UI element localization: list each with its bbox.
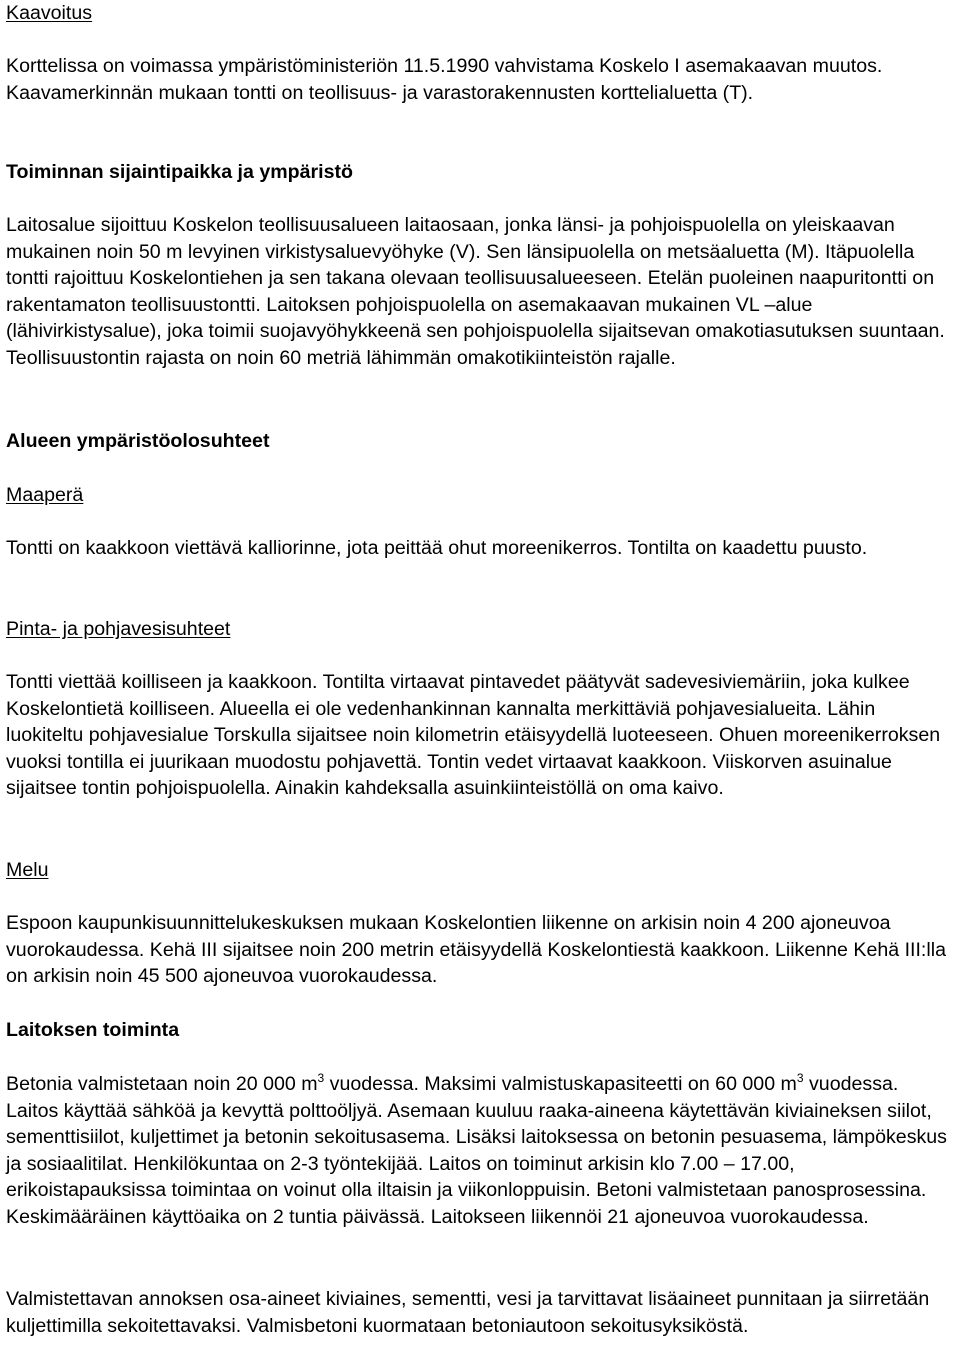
paragraph-sijainti: Laitosalue sijoittuu Koskelon teollisuusalueen laitaosaan, jonka länsi- ja pohjoispuolella on yleiskaavan mukainen noin 50 m levyinen virkistysaluevyöhyke (V). Sen länsipuolella on metsäaluetta (M). Itäpuolella tontti rajoittuu Koskelontiehen ja sen takana olevaan teollisuusalueeseen. Etelän puoleinen naapuritontti on rakentamaton teollisuustontti. Laitoksen pohjoispuolella on asemakaavan mukainen VL –alue (lähivirkistysalue), joka toimii suojavyöhykkeenä sen pohjoispuolella sijaitsevan omakotiasutuksen suuntaan. Teollisuustontin rajasta on noin 60 metriä lähimmän omakotikiinteistön rajalle. [6,214,945,369]
paragraph-melu: Espoon kaupunkisuunnittelukeskuksen mukaan Koskelontien liikenne on arkisin noin 4 200 ajoneuvoa vuorokaudessa. Kehä III sijaitsee noin 200 metrin etäisyydellä Koskelontiestä kaakkoon. Liikenne Kehä III:lla on arkisin noin 45 500 ajoneuvoa vuorokaudessa. [6,912,946,987]
heading-kaavoitus: Kaavoitus [6,2,93,24]
toiminta-text-b: vuodessa. Maksimi valmistuskapasiteetti on 60 000 m [324,1073,797,1095]
paragraph-toiminta [6,1071,956,1230]
toiminta-text-a: Betonia valmistetaan noin 20 000 m [6,1073,318,1095]
paragraph-maapera: Tontti on kaakkoon viettävä kalliorinne, jota peittää ohut moreenikerros. Tontilta on kaadettu puusto. [6,537,868,559]
heading-toiminta: Laitoksen toiminta [6,1019,180,1041]
heading-melu: Melu [6,859,49,881]
paragraph-toiminta-2: Valmistettavan annoksen osa-aineet kiviaines, sementti, vesi ja tarvittavat lisäaineet punnitaan ja siirretään kuljettimilla sekoitettavaksi. Valmisbetoni kuormataan betoniautoon sekoitusyksiköstä. [6,1288,930,1337]
heading-sijainti: Toiminnan sijaintipaikka ja ympäristö [6,161,353,183]
superscript-a: 3 [317,1071,325,1085]
heading-pohjavesi: Pinta- ja pohjavesisuhteet [6,618,231,640]
toiminta-text-c: vuodessa. Laitos käyttää sähköä ja kevyttä polttoöljyä. Asemaan kuuluu raaka-aineena käytettävän kiviaineksen siilot, sementtisiilot, kuljettimet ja betonin sekoitusasema. Lisäksi laitoksessa on betonin pesuasema, lämpökeskus ja sosiaalitilat. Henkilökuntaa on 2-3 työntekijää. Laitos on toiminut arkisin klo 7.00 – 17.00, erikoistapauksissa toimintaa on voinut olla iltaisin ja viikonloppuisin. Betoni valmistetaan panosprosessina. Keskimääräinen käyttöaika on 2 tuntia päivässä. Laitokseen liikennöi 21 ajoneuvoa vuorokaudessa. [6,1073,947,1228]
heading-olosuhteet: Alueen ympäristöolosuhteet [6,430,270,452]
paragraph-pohjavesi: Tontti viettää koilliseen ja kaakkoon. Tontilta virtaavat pintavedet päätyvät sadevesiviemäriin, joka kulkee Koskelontietä koilliseen. Alueella ei ole vedenhankinnan kannalta merkittäviä pohjavesialueita. Lähin luokiteltu pohjavesialue Torskulla sijaitsee noin kilometrin etäisyydellä luoteeseen. Ohuen moreenikerroksen vuoksi tontilla ei juurikaan muodostu pohjavettä. Tontin vedet virtaavat kaakkoon. Viiskorven asuinalue sijaitsee tontin pohjoispuolella. Ainakin kahdeksalla asuinkiinteistöllä on oma kaivo. [6,671,941,799]
superscript-b: 3 [796,1071,804,1085]
paragraph-kaavoitus: Korttelissa on voimassa ympäristöministeriön 11.5.1990 vahvistama Koskelo I asemakaavan muutos. Kaavamerkinnän mukaan tontti on teollisuus- ja varastorakennusten korttelialuetta (T). [6,55,883,104]
heading-maapera: Maaperä [6,484,84,506]
